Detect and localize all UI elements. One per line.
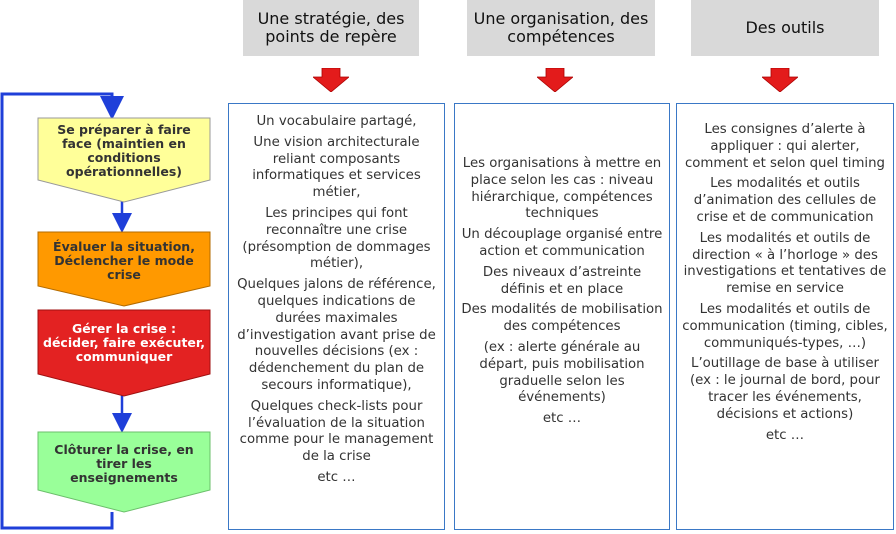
- column-item: Les consignes d’alerte à appliquer : qui alerter, comment et selon quel timing: [684, 122, 885, 171]
- header-organisation: Une organisation, des compétences: [467, 0, 655, 56]
- column-item: Quelques jalons de référence, quelques indications de durées maximales d’investigation avant prise de nouvelles décisions (ex : dédenchement du plan de secours informatique),: [237, 277, 436, 393]
- column-item: (ex : alerte générale au départ, puis mobilisation graduelle selon les événements): [479, 339, 645, 406]
- column-item: etc …: [542, 411, 582, 427]
- header-strategy: Une stratégie, des points de repère: [243, 0, 419, 56]
- column-item: etc …: [317, 469, 356, 485]
- header-tools: Des outils: [691, 0, 879, 56]
- column-item: Les principes qui font reconnaître une crise (présomption de dommages métier),: [242, 205, 431, 272]
- column-item: Une vision architecturale reliant composants informatiques et services métier,: [252, 134, 421, 201]
- column-item: Les organisations à mettre en place selon les cas : niveau hiérarchique, compétences techniques: [462, 156, 662, 222]
- column-item: Les modalités et outils de direction « à l’horloge » des investigations et tentatives de remise en service: [683, 230, 887, 297]
- step-evaluate: Évaluer la situation, Déclencher le mode crise: [53, 239, 195, 282]
- column-item: L’outillage de base à utiliser (ex : le journal de bord, pour tracer les événements, décisions et actions): [689, 356, 881, 422]
- column-item: Les modalités et outils de communication (timing, cibles, communiqués-types, …): [682, 301, 888, 351]
- column-item: Un vocabulaire partagé,: [256, 114, 417, 129]
- step-close: Clôturer la crise, en tirer les enseignements: [54, 442, 194, 485]
- step-manage: Gérer la crise : décider, faire exécuter, communiquer: [43, 321, 205, 364]
- column-item: Un découplage organisé entre action et communication: [461, 227, 663, 259]
- column-item: Quelques check-lists pour l’évaluation de la situation comme pour le management de la crise: [239, 398, 434, 465]
- column-item: Les modalités et outils d’animation des cellules de crise et de communication: [693, 176, 877, 225]
- step-prepare: Se préparer à faire face (maintien en conditions opérationnelles): [57, 122, 191, 179]
- column-item: etc …: [765, 427, 805, 443]
- column-item: Des modalités de mobilisation des compétences: [461, 302, 663, 335]
- column-item: Des niveaux d’astreinte définis et en place: [482, 264, 642, 297]
